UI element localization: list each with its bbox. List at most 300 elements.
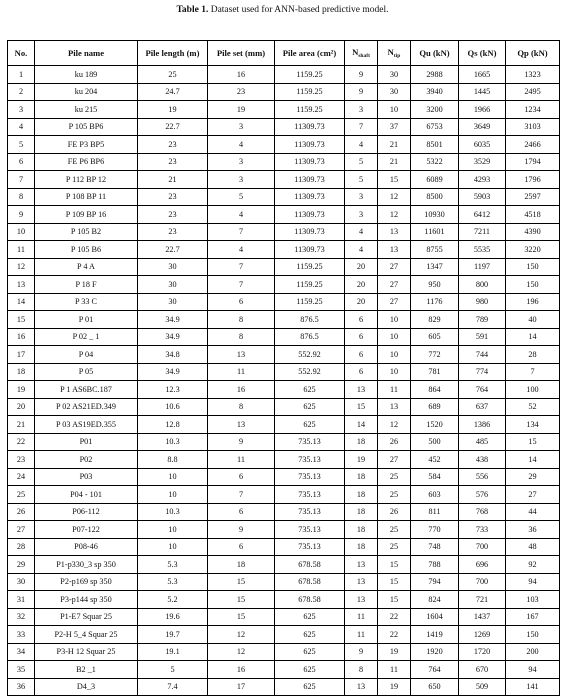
table-cell: 23: [138, 136, 208, 154]
table-cell: 6: [345, 328, 378, 346]
table-cell: 1437: [459, 608, 506, 626]
table-cell: P 1 AS6BC.187: [35, 381, 138, 399]
table-cell: 625: [275, 381, 345, 399]
dataset-table: [7, 40, 560, 696]
table-cell: 774: [459, 363, 506, 381]
table-cell: 18: [345, 468, 378, 486]
table-cell: 19.6: [138, 608, 208, 626]
table-cell: 1445: [459, 83, 506, 101]
table-cell: 167: [506, 608, 560, 626]
table-cell: 10930: [411, 206, 459, 224]
table-cell: D4_3: [35, 678, 138, 696]
table-cell: 12: [378, 188, 411, 206]
table-cell: 11: [378, 381, 411, 399]
table-cell: 13: [345, 556, 378, 574]
table-cell: 3: [208, 118, 275, 136]
table-cell: 781: [411, 363, 459, 381]
table-cell: 788: [411, 556, 459, 574]
table-cell: 12: [8, 258, 35, 276]
table-cell: 10: [378, 101, 411, 119]
table-cell: 12: [378, 416, 411, 434]
table-cell: 5322: [411, 153, 459, 171]
table-cell: ku 189: [35, 66, 138, 84]
table-cell: 34.9: [138, 328, 208, 346]
table-row: [8, 416, 560, 434]
table-cell: 576: [459, 486, 506, 504]
table-cell: 23: [138, 223, 208, 241]
table-cell: 3: [345, 101, 378, 119]
table-cell: 6: [208, 293, 275, 311]
table-row: [8, 83, 560, 101]
table-cell: 18: [345, 538, 378, 556]
table-cell: 18: [208, 556, 275, 574]
table-cell: 21: [8, 416, 35, 434]
table-cell: 141: [506, 678, 560, 696]
table-cell: 7: [208, 223, 275, 241]
table-cell: 18: [345, 433, 378, 451]
table-cell: P02: [35, 451, 138, 469]
table-cell: 1159.25: [275, 66, 345, 84]
table-cell: 15: [506, 433, 560, 451]
table-cell: 1520: [411, 416, 459, 434]
table-cell: 34.8: [138, 346, 208, 364]
column-header: [459, 41, 506, 66]
table-cell: 3: [208, 153, 275, 171]
table-cell: 24: [8, 468, 35, 486]
table-cell: 14: [506, 451, 560, 469]
table-cell: 2495: [506, 83, 560, 101]
table-cell: 768: [459, 503, 506, 521]
table-cell: 438: [459, 451, 506, 469]
table-cell: 22.7: [138, 118, 208, 136]
table-cell: 30: [138, 258, 208, 276]
table-caption: [0, 4, 565, 16]
table-row: [8, 433, 560, 451]
table-cell: 10: [138, 486, 208, 504]
table-cell: P06-112: [35, 503, 138, 521]
table-cell: 9: [345, 643, 378, 661]
table-cell: 721: [459, 591, 506, 609]
table-cell: 452: [411, 451, 459, 469]
table-cell: 103: [506, 591, 560, 609]
table-cell: 4: [208, 206, 275, 224]
table-cell: P 105 BP6: [35, 118, 138, 136]
table-row: [8, 363, 560, 381]
table-cell: 36: [8, 678, 35, 696]
table-cell: 7: [208, 258, 275, 276]
table-cell: 8: [208, 398, 275, 416]
table-cell: P 105 B6: [35, 241, 138, 259]
table-cell: 6: [345, 363, 378, 381]
table-cell: 1159.25: [275, 101, 345, 119]
table-cell: 1323: [506, 66, 560, 84]
table-cell: 748: [411, 538, 459, 556]
table-cell: P1-p330_3 sp 350: [35, 556, 138, 574]
column-header: [275, 41, 345, 66]
table-cell: 32: [8, 608, 35, 626]
table-cell: 11309.73: [275, 171, 345, 189]
table-cell: 18: [345, 521, 378, 539]
table-cell: P 02 _ 1: [35, 328, 138, 346]
table-cell: 29: [506, 468, 560, 486]
table-cell: 5903: [459, 188, 506, 206]
table-cell: 1604: [411, 608, 459, 626]
column-header: [411, 41, 459, 66]
table-cell: 864: [411, 381, 459, 399]
table-cell: P01: [35, 433, 138, 451]
table-cell: 625: [275, 416, 345, 434]
column-header-label: Qp (kN): [517, 48, 548, 58]
table-cell: 16: [208, 381, 275, 399]
column-header: [506, 41, 560, 66]
table-cell: 650: [411, 678, 459, 696]
table-row: [8, 346, 560, 364]
table-cell: P2-H 5_4 Squar 25: [35, 626, 138, 644]
table-cell: 13: [208, 416, 275, 434]
table-cell: 6: [345, 311, 378, 329]
table-cell: 8500: [411, 188, 459, 206]
table-row: [8, 136, 560, 154]
table-cell: 625: [275, 661, 345, 679]
table-cell: 11309.73: [275, 136, 345, 154]
table-cell: 15: [378, 591, 411, 609]
table-cell: 20: [345, 258, 378, 276]
table-cell: 733: [459, 521, 506, 539]
table-row: [8, 276, 560, 294]
table-cell: 34.9: [138, 311, 208, 329]
table-cell: P08-46: [35, 538, 138, 556]
table-row: [8, 258, 560, 276]
table-cell: 10: [378, 311, 411, 329]
table-cell: 11309.73: [275, 118, 345, 136]
table-cell: 9: [208, 521, 275, 539]
table-row: [8, 451, 560, 469]
table-cell: 13: [378, 398, 411, 416]
table-cell: 3: [345, 206, 378, 224]
table-cell: 18: [345, 503, 378, 521]
table-cell: 25: [8, 486, 35, 504]
column-header-label: N: [352, 47, 359, 57]
table-cell: 10.3: [138, 433, 208, 451]
table-cell: 678.58: [275, 573, 345, 591]
table-cell: 30: [378, 83, 411, 101]
table-cell: 764: [411, 661, 459, 679]
table-cell: 15: [208, 608, 275, 626]
column-header-subscript: shaft: [358, 53, 370, 59]
table-row: [8, 241, 560, 259]
table-cell: 26: [378, 503, 411, 521]
table-cell: 23: [138, 153, 208, 171]
table-cell: 7: [8, 171, 35, 189]
table-cell: 625: [275, 626, 345, 644]
table-cell: 10.6: [138, 398, 208, 416]
table-cell: 11: [8, 241, 35, 259]
table-row: [8, 556, 560, 574]
table-cell: 552.92: [275, 346, 345, 364]
table-cell: 14: [8, 293, 35, 311]
column-header-label: No.: [14, 48, 28, 58]
column-header: [8, 41, 35, 66]
table-row: [8, 66, 560, 84]
table-cell: 36: [506, 521, 560, 539]
table-cell: 19: [208, 101, 275, 119]
table-cell: 30: [138, 276, 208, 294]
table-cell: 10: [8, 223, 35, 241]
table-cell: 27: [378, 451, 411, 469]
table-cell: P3-p144 sp 350: [35, 591, 138, 609]
table-cell: 16: [8, 328, 35, 346]
table-cell: 17: [208, 678, 275, 696]
table-cell: 6: [208, 538, 275, 556]
table-cell: 16: [208, 66, 275, 84]
table-cell: 34: [8, 643, 35, 661]
table-cell: 4293: [459, 171, 506, 189]
table-cell: 7: [208, 486, 275, 504]
table-cell: ku 215: [35, 101, 138, 119]
table-cell: P 33 C: [35, 293, 138, 311]
table-cell: P03: [35, 468, 138, 486]
table-cell: 6753: [411, 118, 459, 136]
table-cell: 150: [506, 258, 560, 276]
table-cell: 11: [345, 608, 378, 626]
table-row: [8, 381, 560, 399]
table-cell: 8: [345, 661, 378, 679]
table-cell: 1347: [411, 258, 459, 276]
column-header-label: Qs (kN): [467, 48, 497, 58]
table-cell: 6089: [411, 171, 459, 189]
table-cell: 15: [8, 311, 35, 329]
table-cell: 735.13: [275, 538, 345, 556]
table-cell: 24.7: [138, 83, 208, 101]
table-cell: 10.3: [138, 503, 208, 521]
table-cell: 13: [208, 346, 275, 364]
table-cell: 19: [8, 381, 35, 399]
table-cell: 4: [8, 118, 35, 136]
table-cell: 30: [378, 66, 411, 84]
table-cell: 33: [8, 626, 35, 644]
table-cell: 12: [208, 643, 275, 661]
table-cell: 5.2: [138, 591, 208, 609]
table-cell: 20: [345, 276, 378, 294]
table-cell: 150: [506, 276, 560, 294]
table-row: [8, 486, 560, 504]
table-cell: 11309.73: [275, 188, 345, 206]
table-cell: 7: [506, 363, 560, 381]
column-header: [345, 41, 378, 66]
table-cell: 4: [208, 136, 275, 154]
column-header: [378, 41, 411, 66]
table-row: [8, 503, 560, 521]
table-cell: 13: [345, 573, 378, 591]
table-cell: 19: [138, 101, 208, 119]
table-cell: 950: [411, 276, 459, 294]
table-cell: 200: [506, 643, 560, 661]
table-cell: 21: [138, 171, 208, 189]
table-row: [8, 521, 560, 539]
table-row: [8, 206, 560, 224]
table-cell: 18: [345, 486, 378, 504]
table-cell: 980: [459, 293, 506, 311]
table-cell: 678.58: [275, 591, 345, 609]
table-cell: 4: [345, 241, 378, 259]
table-cell: 3200: [411, 101, 459, 119]
table-cell: 17: [8, 346, 35, 364]
table-row: [8, 328, 560, 346]
table-cell: 772: [411, 346, 459, 364]
table-cell: 7: [208, 276, 275, 294]
table-cell: 37: [378, 118, 411, 136]
table-cell: 9: [8, 206, 35, 224]
table-cell: 26: [378, 433, 411, 451]
table-cell: 670: [459, 661, 506, 679]
table-caption-text: Dataset used for ANN-based predictive model.: [208, 5, 389, 15]
table-cell: 11: [345, 626, 378, 644]
table-cell: 23: [208, 83, 275, 101]
table-cell: 5: [208, 188, 275, 206]
table-cell: 1: [8, 66, 35, 84]
table-caption-label: Table 1.: [176, 5, 209, 15]
table-cell: 12: [208, 626, 275, 644]
table-cell: 625: [275, 608, 345, 626]
table-cell: 4518: [506, 206, 560, 224]
table-cell: 5: [345, 153, 378, 171]
table-cell: 22.7: [138, 241, 208, 259]
table-cell: P 02 AS21ED.349: [35, 398, 138, 416]
table-cell: 5.3: [138, 573, 208, 591]
table-cell: 13: [378, 223, 411, 241]
table-cell: 196: [506, 293, 560, 311]
table-cell: 2597: [506, 188, 560, 206]
table-cell: 6: [345, 346, 378, 364]
table-cell: 4: [345, 136, 378, 154]
table-row: [8, 678, 560, 696]
header-row: [8, 41, 560, 66]
table-cell: 3940: [411, 83, 459, 101]
table-cell: 1665: [459, 66, 506, 84]
table-cell: 25: [378, 538, 411, 556]
table-cell: 9: [345, 83, 378, 101]
table-cell: 1234: [506, 101, 560, 119]
table-row: [8, 468, 560, 486]
table-cell: 25: [378, 521, 411, 539]
table-cell: FE P6 BP6: [35, 153, 138, 171]
table-cell: 1794: [506, 153, 560, 171]
table-cell: 8: [208, 311, 275, 329]
table-cell: 3: [8, 101, 35, 119]
table-cell: 8501: [411, 136, 459, 154]
table-cell: 21: [378, 136, 411, 154]
table-cell: P 109 BP 16: [35, 206, 138, 224]
table-cell: 7211: [459, 223, 506, 241]
table-cell: 625: [275, 643, 345, 661]
table-cell: 4: [345, 223, 378, 241]
table-cell: 735.13: [275, 503, 345, 521]
table-cell: 876.5: [275, 328, 345, 346]
table-cell: P 4 A: [35, 258, 138, 276]
table-cell: 25: [378, 468, 411, 486]
table-cell: 509: [459, 678, 506, 696]
table-cell: 700: [459, 573, 506, 591]
table-cell: FE P3 BP5: [35, 136, 138, 154]
table-row: [8, 101, 560, 119]
table-cell: 14: [345, 416, 378, 434]
table-cell: 1419: [411, 626, 459, 644]
table-cell: 1197: [459, 258, 506, 276]
table-cell: 18: [8, 363, 35, 381]
table-cell: 94: [506, 573, 560, 591]
table-cell: 1159.25: [275, 293, 345, 311]
table-cell: 6035: [459, 136, 506, 154]
table-cell: 876.5: [275, 311, 345, 329]
table-cell: 637: [459, 398, 506, 416]
table-cell: 28: [8, 538, 35, 556]
table-cell: 12.3: [138, 381, 208, 399]
table-cell: 27: [506, 486, 560, 504]
table-cell: 10: [378, 346, 411, 364]
column-header-subscript: tip: [393, 53, 401, 59]
table-cell: P 105 B2: [35, 223, 138, 241]
table-cell: 6: [8, 153, 35, 171]
table-cell: 27: [8, 521, 35, 539]
table-cell: 30: [8, 573, 35, 591]
table-cell: 25: [378, 486, 411, 504]
table-cell: 700: [459, 538, 506, 556]
table-row: [8, 661, 560, 679]
table-cell: 9: [208, 433, 275, 451]
table-cell: 625: [275, 398, 345, 416]
table-cell: 789: [459, 311, 506, 329]
table-cell: 552.92: [275, 363, 345, 381]
table-cell: 1920: [411, 643, 459, 661]
table-cell: 16: [208, 661, 275, 679]
column-header: [138, 41, 208, 66]
table-cell: 12.8: [138, 416, 208, 434]
table-cell: 1720: [459, 643, 506, 661]
table-cell: 19: [378, 643, 411, 661]
table-cell: 8755: [411, 241, 459, 259]
table-cell: 735.13: [275, 451, 345, 469]
table-cell: 15: [378, 556, 411, 574]
table-cell: 1966: [459, 101, 506, 119]
table-cell: 22: [378, 626, 411, 644]
table-cell: 10: [138, 521, 208, 539]
table-cell: 1796: [506, 171, 560, 189]
table-cell: 3: [345, 188, 378, 206]
table-cell: 19.1: [138, 643, 208, 661]
table-cell: 735.13: [275, 521, 345, 539]
column-header: [35, 41, 138, 66]
table-cell: 605: [411, 328, 459, 346]
table-cell: 1176: [411, 293, 459, 311]
table-cell: 14: [506, 328, 560, 346]
table-cell: 92: [506, 556, 560, 574]
table-cell: 5: [345, 171, 378, 189]
column-header: [208, 41, 275, 66]
table-cell: 13: [378, 241, 411, 259]
table-cell: 2988: [411, 66, 459, 84]
table-cell: 11: [378, 661, 411, 679]
table-cell: 10: [138, 468, 208, 486]
table-cell: 13: [345, 381, 378, 399]
table-cell: P 03 AS19ED.355: [35, 416, 138, 434]
table-cell: 10: [378, 363, 411, 381]
table-cell: 8: [208, 328, 275, 346]
table-row: [8, 643, 560, 661]
table-cell: 7: [345, 118, 378, 136]
table-cell: 800: [459, 276, 506, 294]
table-row: [8, 608, 560, 626]
table-cell: P07-122: [35, 521, 138, 539]
